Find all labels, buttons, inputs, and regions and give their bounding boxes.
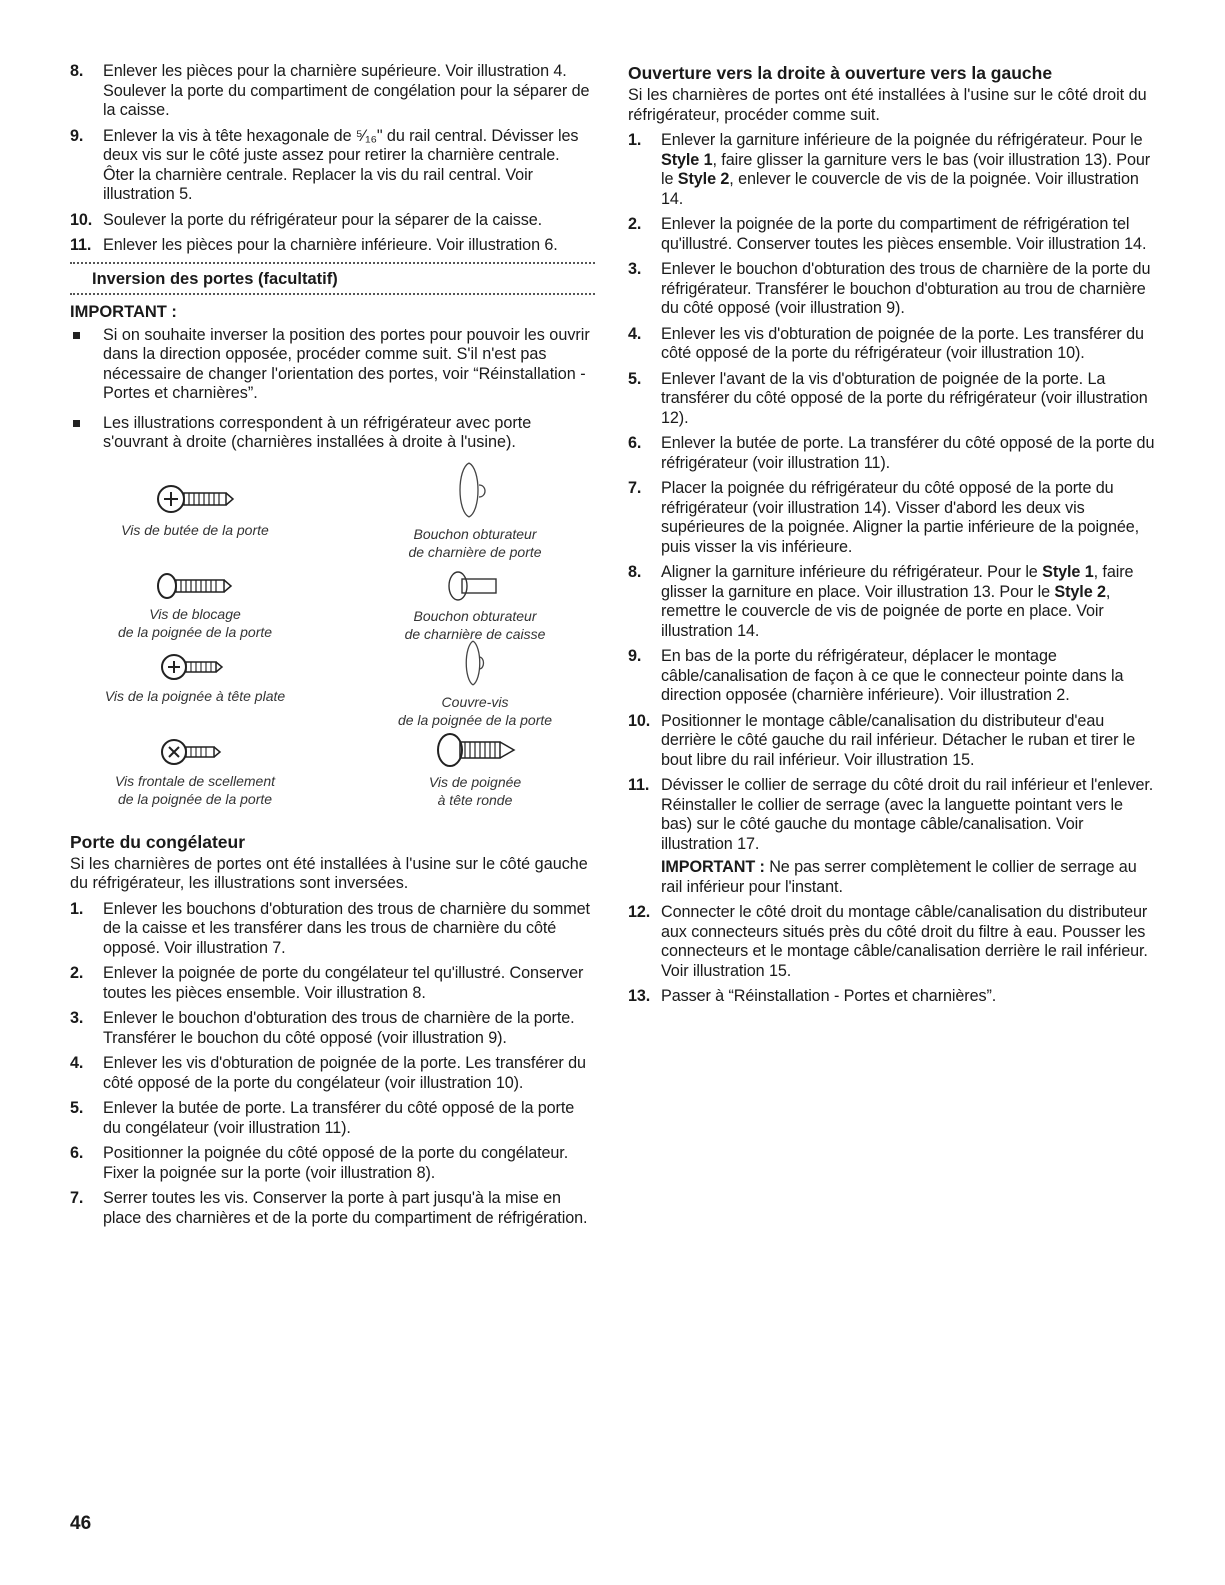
important-label: IMPORTANT :: [661, 858, 765, 876]
right-column: [628, 62, 1156, 1013]
part-label: de charnière de porte: [408, 543, 542, 560]
step-text: Enlever les vis d'obturation de poignée de la porte. Les transférer du côté opposé de la porte du réfrigérateur (voir illustration 10).: [661, 324, 1144, 362]
list-item: [70, 211, 595, 231]
step-text: , faire glisser la garniture vers le bas (voir illustration 13). Pour le: [661, 150, 1151, 188]
step-number: 7.: [628, 479, 642, 497]
part-label: Vis de butée de la porte: [121, 521, 269, 538]
freezer-section-title: Porte du congélateur: [70, 831, 246, 852]
part-round-head-handle-screw: [370, 731, 580, 809]
step-number: 2.: [628, 215, 642, 233]
part-door-stop-screw: [90, 481, 300, 539]
step-number: 6.: [628, 434, 642, 452]
part-door-hinge-plug: [370, 459, 580, 561]
screw-cover-icon: [455, 637, 495, 689]
freezer-intro: Si les charnières de portes ont été installées à l'usine sur le côté gauche du réfrigérateur, les illustrations sont inversées.: [70, 854, 588, 892]
bullet-text: Les illustrations correspondent à un réfrigérateur avec porte s'ouvrant à droite (charnières installées à droite à l'usine).: [103, 413, 532, 451]
step-text: Enlever les vis d'obturation de poignée de la porte. Les transférer du côté opposé de la porte du congélateur (voir illustration 10).: [103, 1054, 586, 1092]
plug-icon: [445, 459, 505, 521]
step-text: , enlever le couvercle de vis de la poignée. Voir illustration 14.: [661, 170, 1139, 208]
step-text: Dévisser le collier de serrage du côté droit du rail inférieur et l'enlever. Réinstaller le collier de serrage (avec la languette pointant vers le bas) sur le côté gauche du montage câble/canalisation. Voir illustration 17.: [661, 776, 1154, 853]
list-item: [70, 1144, 595, 1183]
step-text: Enlever le bouchon d'obturation des trous de charnière de la porte du réfrigérateur. Transférer le bouchon d'obturation au trou de charnière du côté opposé (voir illustration 9).: [661, 260, 1151, 317]
step-number: 5.: [628, 369, 642, 388]
list-item: [70, 964, 595, 1003]
part-cabinet-hinge-plug: [370, 569, 580, 643]
page-number: 46: [70, 1513, 92, 1534]
step-text: Soulever la porte du réfrigérateur pour la séparer de la caisse.: [103, 210, 543, 229]
part-label: Vis de la poignée à tête plate: [104, 687, 286, 704]
step-number: 3.: [70, 1009, 84, 1027]
list-item: [70, 127, 595, 205]
step-number: 10.: [70, 210, 93, 229]
step-number: 2.: [70, 964, 84, 982]
right-intro: Si les charnières de portes ont été installées à l'usine sur le côté droit du réfrigérateur, procéder comme suit.: [628, 86, 1147, 124]
step-number: 9.: [628, 647, 642, 665]
style-label: Style 2: [677, 170, 730, 188]
step-text: Enlever la butée de porte. La transférer du côté opposé de la porte du congélateur (voir illustration 11).: [103, 1099, 575, 1137]
part-label: Couvre-vis: [441, 693, 509, 710]
list-item: [70, 1099, 595, 1138]
step-text: Aligner la garniture inférieure du réfrigérateur. Pour le: [661, 563, 1043, 581]
step-text: Connecter le côté droit du montage câble/canalisation du distributeur aux connecteurs situés près du côté droit du filtre à eau. Pousser les connecteurs et le montage câble/canalisation derrière le rail inférieur. Voir illustration 15.: [661, 903, 1148, 980]
step-number: 11.: [628, 776, 650, 794]
bullet-text: Si on souhaite inverser la position des portes pour pouvoir les ouvrir dans la direction opposée, procéder comme suit. S'il n'est pas nécessaire de changer l'orientation des portes, voir “Réinstallation - Portes et charnières”.: [103, 325, 590, 402]
list-item: [628, 325, 1156, 364]
step-text: Enlever les bouchons d'obturation des trous de charnière du sommet de la caisse et les transférer dans les trous de charnière du côté opposé. Voir illustration 7.: [103, 899, 590, 957]
step-text: , remettre le couvercle de vis de poignée de porte en place. Voir illustration 14.: [661, 582, 1111, 640]
list-item: [628, 131, 1156, 209]
step-number: 4.: [628, 324, 642, 343]
screw-icon: [160, 736, 230, 768]
list-item: [70, 236, 595, 256]
right-steps: [628, 131, 1156, 1007]
bullet-square-icon: [73, 332, 80, 339]
step-text: Enlever la vis à tête hexagonale de ⁵⁄₁₆" du rail central. Dévisser les deux vis sur le côté juste assez pour retirer la charnière centrale. Ôter la charnière centrale. Replacer la vis du rail central. Voir illustration 5.: [103, 126, 579, 203]
style-label: Style 2: [1054, 582, 1106, 601]
left-column: [70, 62, 595, 1234]
list-item: [628, 370, 1156, 429]
list-item: [628, 987, 1156, 1007]
step-number: 6.: [70, 1144, 84, 1162]
list-item: [70, 900, 595, 959]
step-number: 10.: [628, 711, 651, 730]
part-label: à tête ronde: [437, 791, 513, 808]
step-text: , faire glisser la garniture en place. Voir illustration 13. Pour le: [661, 563, 1134, 601]
step-number: 8.: [70, 62, 84, 80]
step-number: 1.: [628, 131, 642, 149]
part-label: Vis de poignée: [428, 773, 522, 790]
step-text: Enlever la poignée de la porte du compartiment de réfrigération tel qu'illustré. Conserver toutes les pièces ensemble. Voir illustration 14.: [661, 215, 1147, 253]
part-label: Bouchon obturateur: [413, 525, 537, 542]
step-text: Positionner la poignée du côté opposé de la porte du congélateur. Fixer la poignée sur la porte (voir illustration 8).: [103, 1144, 569, 1182]
list-item: [70, 1009, 595, 1048]
part-label: Vis de blocage: [149, 605, 241, 622]
part-label: de charnière de caisse: [404, 625, 546, 642]
step-text: Enlever l'avant de la vis d'obturation de poignée de la porte. La transférer du côté opposé de la porte du réfrigérateur (voir illustration 12).: [661, 369, 1148, 427]
list-item: [70, 414, 595, 453]
list-item: [70, 326, 595, 404]
list-item: [70, 62, 595, 121]
right-section-title: Ouverture vers la droite à ouverture vers la gauche: [628, 63, 1053, 83]
part-handle-screw-cover: [370, 637, 580, 729]
part-label: de la poignée de la porte: [117, 790, 273, 807]
step-number: 5.: [70, 1099, 84, 1117]
part-label: Vis frontale de scellement: [114, 772, 276, 789]
part-flat-head-handle-screw: [90, 651, 300, 705]
list-item: [628, 215, 1156, 254]
step-number: 1.: [70, 899, 84, 918]
step-text: Passer à “Réinstallation - Portes et charnières”.: [661, 987, 997, 1005]
list-item: [628, 479, 1156, 557]
step-number: 7.: [70, 1189, 84, 1207]
freezer-steps: [70, 900, 595, 1229]
step-text: Enlever la butée de porte. La transférer du côté opposé de la porte du réfrigérateur (voir illustration 11).: [661, 434, 1155, 472]
style-label: Style 1: [1042, 563, 1094, 581]
screw-icon: [430, 731, 520, 769]
part-handle-set-screw: [90, 571, 300, 641]
part-label: Bouchon obturateur: [413, 607, 537, 624]
step-text: Enlever les pièces pour la charnière supérieure. Voir illustration 4. Soulever la porte du compartiment de congélation pour la séparer de la caisse.: [103, 62, 590, 119]
plug-icon: [440, 569, 510, 603]
screw-icon: [155, 481, 235, 517]
important-text: Ne pas serrer complètement le collier de serrage au rail inférieur pour l'instant.: [661, 858, 1137, 896]
step-number: 13.: [628, 987, 651, 1005]
list-item: [628, 434, 1156, 473]
section-title: Inversion des portes (facultatif): [70, 262, 595, 295]
parts-illustrations: [70, 471, 595, 831]
screw-icon: [160, 651, 230, 683]
part-label: de la poignée de la porte: [117, 623, 273, 640]
step-text: Enlever les pièces pour la charnière inférieure. Voir illustration 6.: [103, 236, 558, 254]
list-item: [628, 260, 1156, 319]
part-front-seal-handle-screw: [90, 736, 300, 808]
step-number: 4.: [70, 1054, 84, 1072]
step-text: Enlever la poignée de porte du congélateur tel qu'illustré. Conserver toutes les pièces ensemble. Voir illustration 8.: [103, 964, 584, 1002]
part-label: de la poignée de la porte: [397, 711, 553, 728]
step-text: Serrer toutes les vis. Conserver la porte à part jusqu'à la mise en place des charnières et de la porte du compartiment de réfrigération.: [103, 1189, 588, 1227]
step-text: En bas de la porte du réfrigérateur, déplacer le montage câble/canalisation de façon à ce que le connecteur pointe dans la direction opposée (charnière inférieure). Voir illustration 2.: [661, 647, 1124, 704]
step-text: Placer la poignée du réfrigérateur du côté opposé de la porte du réfrigérateur (voir illustration 14). Visser d'abord les deux vis supérieures de la poignée. Aligner la partie inférieure de la poignée, puis visser la vis inférieure.: [661, 479, 1140, 556]
step-text: Enlever le bouchon d'obturation des trous de charnière de la porte. Transférer le bouchon du côté opposé (voir illustration 9).: [103, 1009, 575, 1047]
list-item: [70, 1189, 595, 1228]
style-label: Style 1: [661, 150, 713, 169]
step-number: 8.: [628, 563, 642, 581]
step-text: Positionner le montage câble/canalisation du distributeur d'eau derrière le côté gauche du rail inférieur. Détacher le ruban et tirer le bout libre du rail inférieur. Voir illustration 15.: [661, 711, 1136, 769]
list-item: [628, 903, 1156, 981]
step-number: 9.: [70, 126, 84, 145]
list-item: [70, 1054, 595, 1093]
bullet-list: [70, 326, 595, 453]
step-text: Enlever la garniture inférieure de la poignée du réfrigérateur. Pour le: [661, 131, 1143, 149]
bullet-square-icon: [73, 420, 80, 427]
list-item: [628, 776, 1156, 897]
step-number: 11.: [70, 236, 92, 254]
list-item: [628, 712, 1156, 771]
screw-icon: [155, 571, 235, 601]
step-number: 12.: [628, 903, 651, 921]
step-important-note: [661, 858, 1156, 897]
list-item: [628, 647, 1156, 706]
list-item: [628, 563, 1156, 641]
important-label: IMPORTANT :: [70, 302, 177, 321]
step-number: 3.: [628, 260, 642, 278]
steps-top: [70, 62, 595, 256]
